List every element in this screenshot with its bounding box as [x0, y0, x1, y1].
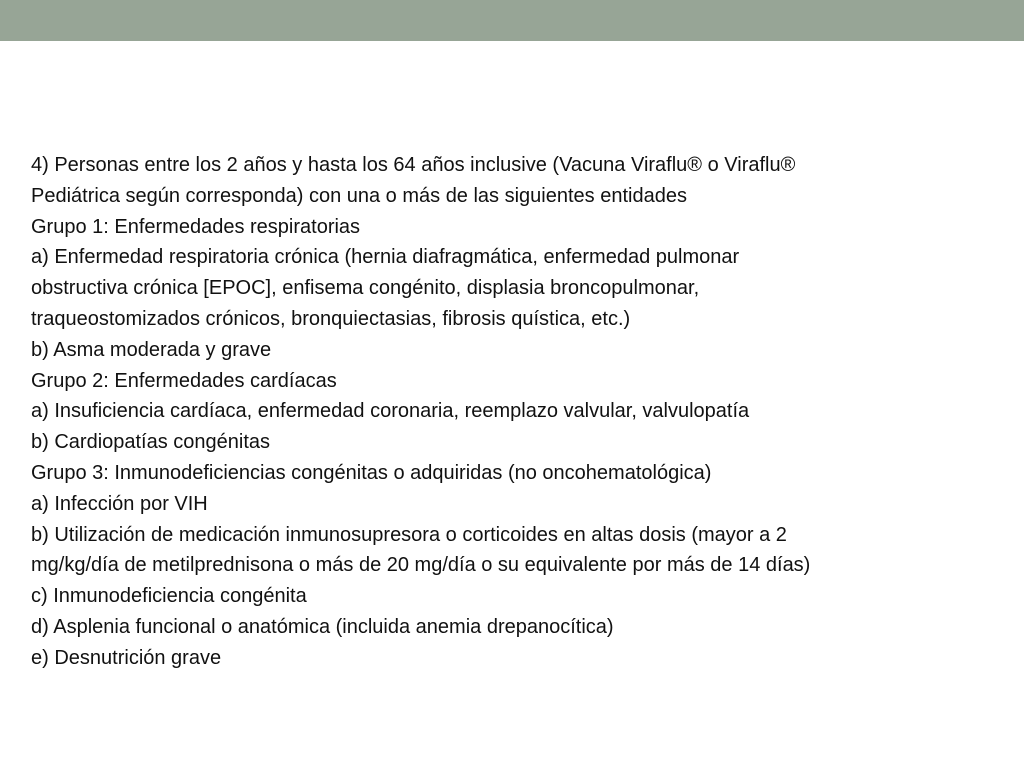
group-3-item-b-line-1: b) Utilización de medicación inmunosupresora o corticoides en altas dosis (mayor a 2 — [31, 523, 787, 546]
group-2-item-b: b) Cardiopatías congénitas — [31, 431, 271, 454]
group-3-item-b-line-2: mg/kg/día de metilprednisona o más de 20 mg/día o su equivalente por más de 14 días) — [31, 554, 811, 577]
group-1-item-a-line-2: obstructiva crónica [EPOC], enfisema congénito, displasia broncopulmonar, — [31, 277, 700, 300]
group-1-heading: Grupo 1: Enfermedades respiratorias — [31, 215, 361, 238]
group-3-item-a: a) Infección por VIH — [31, 492, 208, 515]
group-3-item-c: c) Inmunodeficiencia congénita — [31, 585, 307, 608]
group-2-heading: Grupo 2: Enfermedades cardíacas — [31, 369, 337, 392]
group-3-item-e: e) Desnutrición grave — [31, 646, 222, 669]
group-3-heading: Grupo 3: Inmunodeficiencias congénitas o adquiridas (no oncohematológica) — [31, 461, 712, 484]
group-1-item-a-line-1: a) Enfermedad respiratoria crónica (hernia diafragmática, enfermedad pulmonar — [31, 246, 740, 269]
text-line-intro-2: Pediátrica según corresponda) con una o más de las siguientes entidades — [31, 184, 687, 207]
group-3-item-d: d) Asplenia funcional o anatómica (incluida anemia drepanocítica) — [31, 615, 614, 638]
text-line-intro-1: 4) Personas entre los 2 años y hasta los 64 años inclusive (Vacuna Viraflu® o Viraflu® — [31, 154, 796, 176]
group-1-item-b: b) Asma moderada y grave — [31, 338, 272, 361]
group-1-item-a-line-3: traqueostomizados crónicos, bronquiectasias, fibrosis quística, etc.) — [31, 307, 631, 330]
slide-body-text — [31, 150, 991, 674]
group-2-item-a: a) Insuficiencia cardíaca, enfermedad coronaria, reemplazo valvular, valvulopatía — [31, 400, 750, 423]
top-header-band — [0, 0, 1024, 41]
